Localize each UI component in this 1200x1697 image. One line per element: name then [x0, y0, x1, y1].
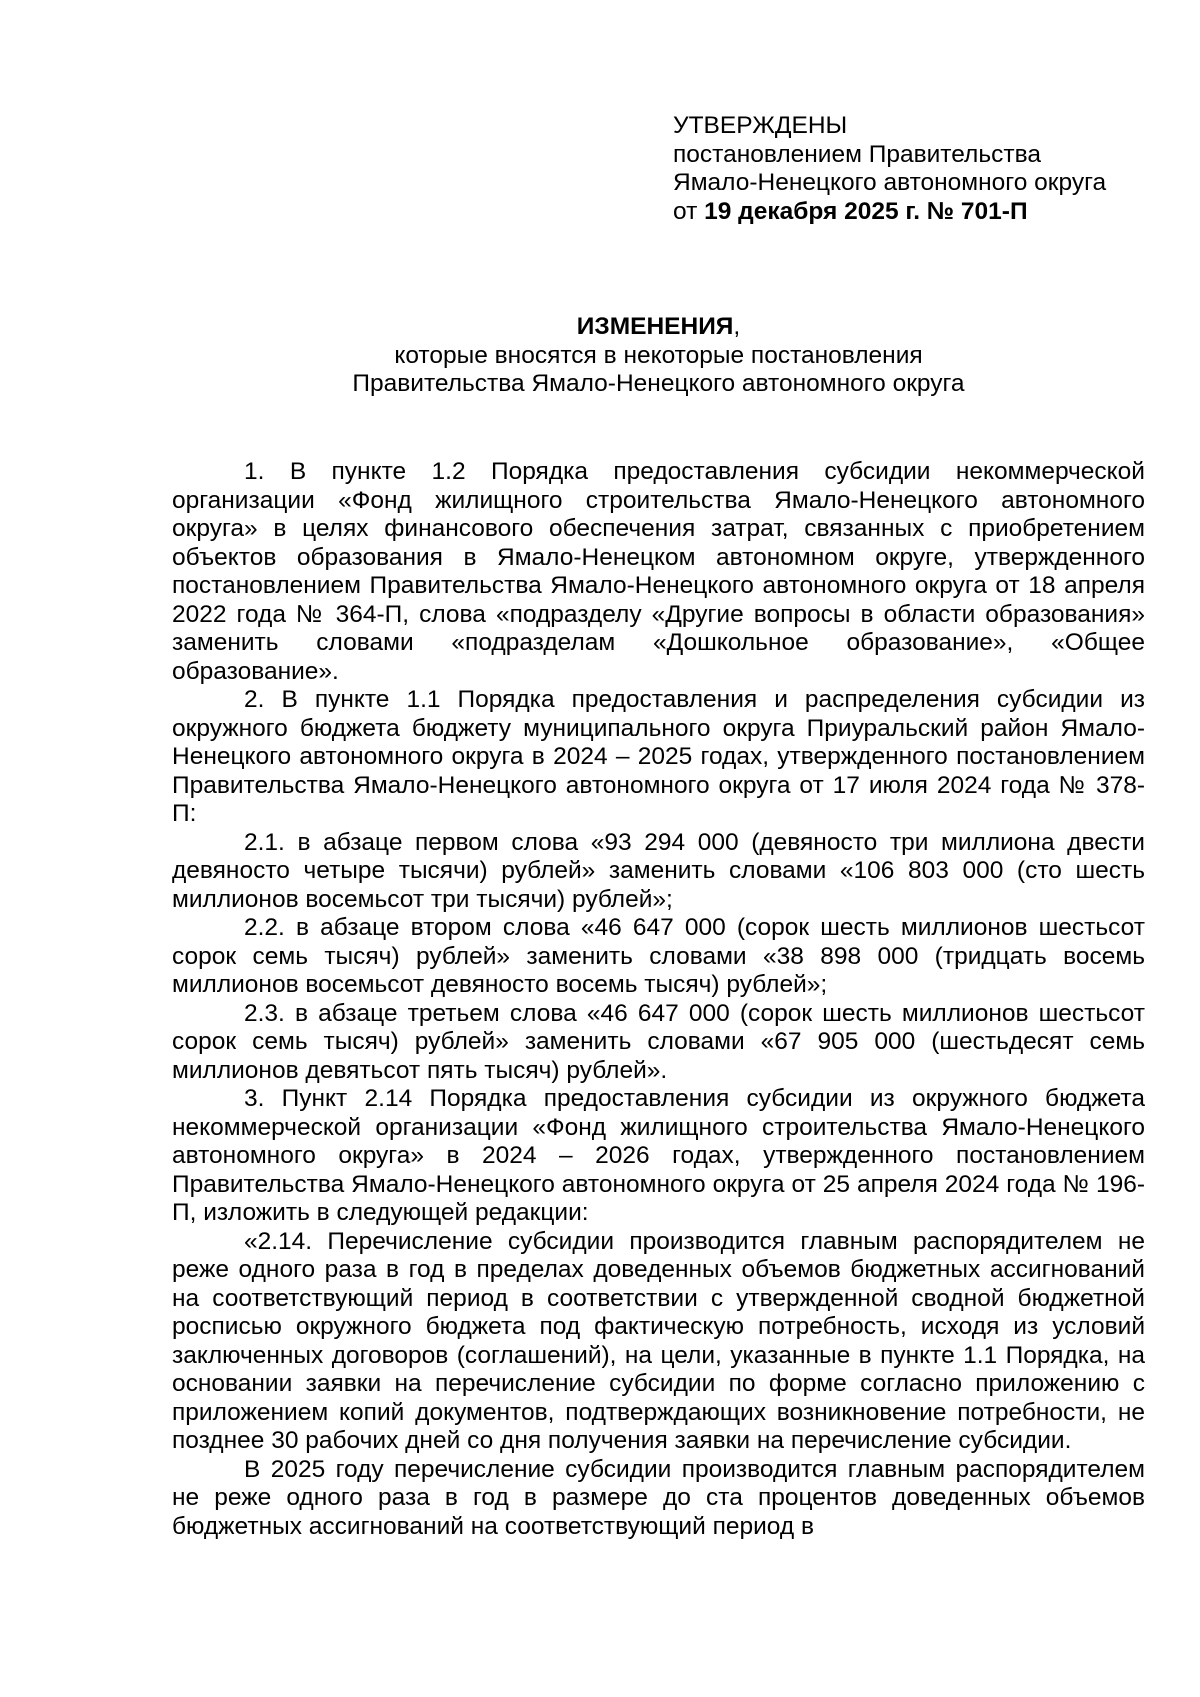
approval-date-number: 19 декабря 2025 г. № 701-П [704, 197, 1028, 225]
approval-line-2: Ямало-Ненецкого автономного округа [673, 169, 1107, 196]
paragraph-2-1: 2.1. в абзаце первом слова «93 294 000 (девяносто три миллиона двести девяносто четыре тысячи) рублей» заменить словами «106 803 000 (сто шесть миллионов восемьсот три тысячи) рублей»; [172, 828, 1145, 913]
approval-heading: УТВЕРЖДЕНЫ [673, 112, 848, 139]
title-line-3: Правительства Ямало-Ненецкого автономного округа [352, 370, 965, 397]
title-line-1 [172, 313, 1145, 342]
approval-date-prefix: от [673, 197, 705, 225]
paragraph-2-2: 2.2. в абзаце втором слова «46 647 000 (сорок шесть миллионов шестьсот сорок семь тысяч) рублей» заменить словами «38 898 000 (тридцать восемь миллионов восемьсот девяносто восемь тысяч) рублей»; [172, 914, 1145, 998]
paragraph-2: 2. В пункте 1.1 Порядка предоставления и распределения субсидии из окружного бюджета бюджету муниципального округа Приуральский район Ямало-Ненецкого автономного округа в 2024 – 2025 годах, утвержденного постановлением Правительства Ямало-Ненецкого автономного округа от 17 июля 2024 года № 378-П: [172, 686, 1145, 827]
title-main: ИЗМЕНЕНИЯ [576, 313, 734, 340]
approval-line-1: постановлением Правительства [673, 140, 1041, 168]
paragraph-3: 3. Пункт 2.14 Порядка предоставления субсидии из окружного бюджета некоммерческой организации «Фонд жилищного строительства Ямало-Ненецкого автономного округа» в 2024 – 2026 годах, утвержденного постановлением Правительства Ямало-Ненецкого автономного округа от 25 апреля 2024 года № 196-П, изложить в следующей редакции: [172, 1085, 1145, 1226]
document-body [172, 458, 1145, 1541]
title-comma: , [733, 313, 741, 340]
paragraph-quote-2-14: «2.14. Перечисление субсидии производится главным распорядителем не реже одного раза в год в пределах доведенных объемов бюджетных ассигнований на соответствующий период в соответствии с утвержденной сводной бюджетной росписью окружного бюджета под фактическую потребность, исходя из условий заключенных договоров (соглашений), на цели, указанные в пункте 1.1 Порядка, на основании заявки на перечисление субсидии по форме согласно приложению с приложением копий документов, подтверждающих возникновение потребности, не позднее 30 рабочих дней со дня получения заявки на перечисление субсидии. [172, 1227, 1145, 1454]
paragraph-1: 1. В пункте 1.2 Порядка предоставления субсидии некоммерческой организации «Фонд жилищного строительства Ямало-Ненецкого автономного округа» в целях финансового обеспечения затрат, связанных с приобретением объектов образования в Ямало-Ненецком автономном округе, утвержденного постановлением Правительства Ямало-Ненецкого автономного округа от 18 апреля 2022 года № 364-П, слова «подразделу «Другие вопросы в области образования» заменить словами «подразделам «Дошкольное образование», «Общее образование». [172, 458, 1145, 685]
approval-date-line [673, 198, 1153, 227]
document-title [172, 313, 1145, 399]
paragraph-2025: В 2025 году перечисление субсидии производится главным распорядителем не реже одного раза в год в размере до ста процентов доведенных объемов бюджетных ассигнований на соответствующий период в [172, 1455, 1145, 1540]
approval-block [673, 112, 1153, 226]
paragraph-2-3: 2.3. в абзаце третьем слова «46 647 000 (сорок шесть миллионов шестьсот сорок семь тысяч) рублей» заменить словами «67 905 000 (шестьдесят семь миллионов девятьсот пять тысяч) рублей». [172, 999, 1145, 1084]
title-line-2: которые вносятся в некоторые постановления [394, 341, 923, 369]
